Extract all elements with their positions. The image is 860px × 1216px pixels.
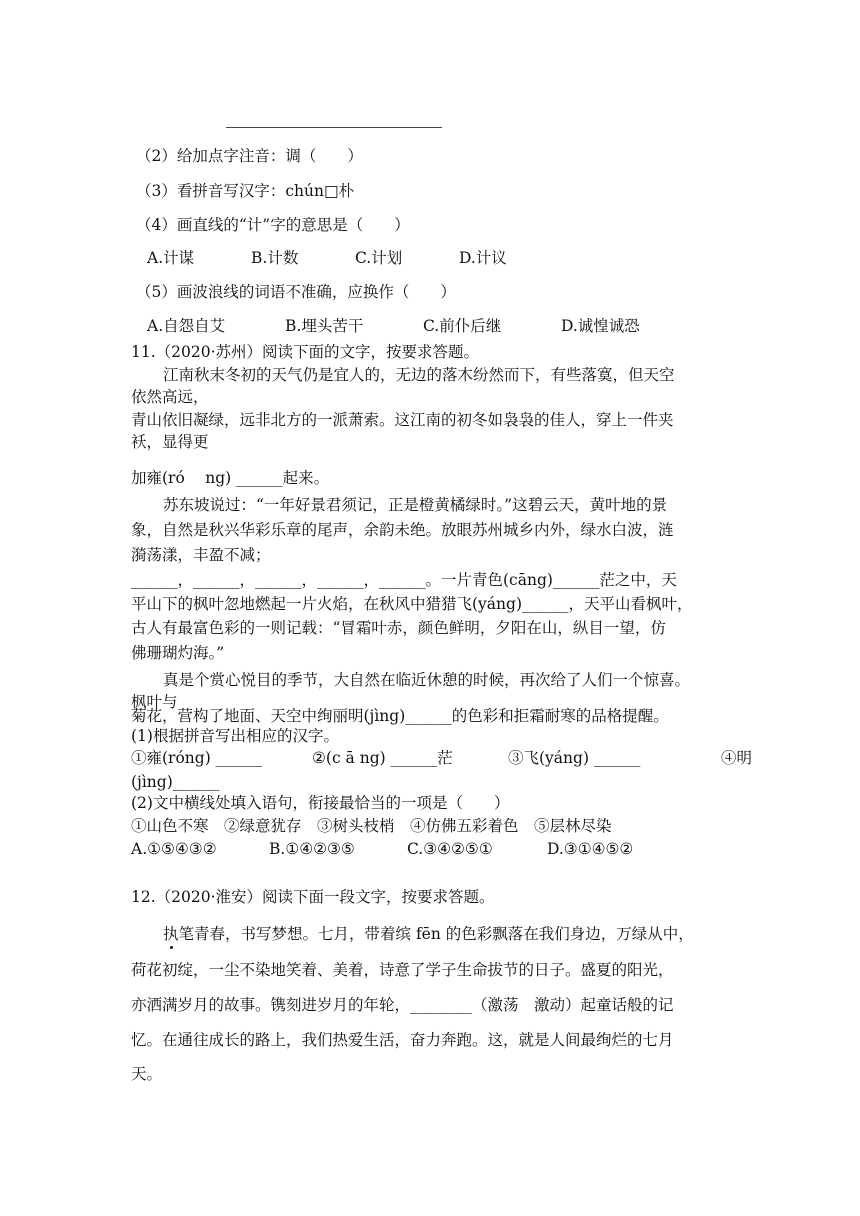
q10-sub5-options [147,316,640,336]
q11-p3-line2: 枫叶与 [131,693,178,711]
q11-sub2-option-c: C.③④②⑤① [407,840,493,858]
q11-sub1-item-1: ①雍(róng) ______ [131,749,263,767]
q11-sub1: (1)根据拼音写出相应的汉字。 [131,727,339,745]
q12-line1 [163,924,694,944]
q11-p2-line4: ______，______，______，______，______。一片青色(cāng)______茫之中，天 [131,571,677,589]
q12-header: 12.（2020·淮安）阅读下面一段文字，按要求答题。 [131,888,495,906]
q11-p2-line7: 佛珊瑚灼海。” [131,644,225,662]
q10-sub5-option-c: C.前仆后继 [423,317,502,335]
q10-sub4-option-a: A.计谋 [147,249,195,267]
q12-line1-text: 笔青春，书写梦想。七月，带着缤 fēn 的色彩飘落在我们身边，万绿从中， [178,925,694,943]
q11-sub2-option-a: A.①⑤④③② [131,840,217,858]
q11-p1-line5: 加雍(ró ng) ______起来。 [131,469,330,487]
q11-sub2-options [131,839,633,859]
q11-header: 11.（2020·苏州）阅读下面的文字，按要求答题。 [131,343,480,361]
q12-line3: 亦洒满岁月的故事。镌刻进岁月的年轮，________（激荡 激动）起童话般的记 [131,996,674,1014]
q11-sub1-items [131,748,752,768]
q11-p2-line1: 苏东坡说过：“一年好景君须记，正是橙黄橘绿时。”这碧云天，黄叶地的景 [163,496,668,514]
q10-sub4-options [147,248,507,268]
q10-sub5-option-d: D.诚惶诚恐 [561,317,640,335]
q11-sub2-option-b: B.①④②③⑤ [269,840,355,858]
q12-line5: 天。 [131,1065,163,1083]
q10-sub4-option-d: D.计议 [459,249,507,267]
q11-p1-line3: 青山依旧凝绿，远非北方的一派萧索。这江南的初冬如袅袅的佳人，穿上一件夹 [131,411,674,429]
q10-sub3: （3）看拼音写汉字：chún□朴 [136,182,355,200]
q12-dotted-char: 执 [163,925,179,943]
q11-p3-line1: 真是个赏心悦目的季节，大自然在临近休憩的时候，再次给了人们一个惊喜。 [163,671,691,689]
q10-sub5-option-a: A.自怨自艾 [147,317,226,335]
q10-sub5: （5）画波浪线的词语不准确，应换作（ ） [136,283,456,301]
q11-p2-line2: 象，自然是秋兴华彩乐章的尾声，余韵未绝。放眼苏州城乡内外，绿水白波，涟 [131,521,674,539]
q10-sub2: （2）给加点字注音：调（ ） [136,147,363,165]
q11-sub2: (2)文中横线处填入语句，衔接最恰当的一项是（ ） [131,794,510,812]
q11-p2-line3: 漪荡漾，丰盈不减； [131,546,271,564]
q10-sub4-option-b: B.计数 [251,249,299,267]
q11-sub2-phrases: ①山色不寒 ②绿意犹存 ③树头枝梢 ④仿佛五彩着色 ⑤层林尽染 [131,817,612,835]
q11-p1-line4: 袄，显得更 [131,433,209,451]
q11-sub2-option-d: D.③①④⑤② [547,840,634,858]
answer-line [226,127,442,128]
q10-sub4-option-c: C.计划 [355,249,403,267]
q11-sub1-item-4: ④明 [721,749,753,767]
q11-p2-line6: 古人有最富色彩的一则记载：“冒霜叶赤，颜色鲜明，夕阳在山，纵目一望，仿 [131,619,666,637]
q11-sub1-item-2: ②(c ā ng) ______茫 [312,749,453,767]
q12-line4: 忆。在通往成长的路上，我们热爱生活，奋力奔跑。这，就是人间最绚烂的七月 [131,1031,674,1049]
q11-sub1-tail: (jìng)______ [131,773,220,791]
q11-p3-line3: 菊花，营构了地面、天空中绚丽明(jìng)______的色彩和拒霜耐寒的品格提醒。 [131,707,669,725]
q11-p1-line1: 江南秋末冬初的天气仍是宜人的，无边的落木纷然而下，有些落寞，但天空 [163,366,675,384]
q10-sub5-option-b: B.埋头苦干 [285,317,364,335]
q12-line2: 荷花初绽，一尘不染地笑着、美着，诗意了学子生命拔节的日子。盛夏的阳光， [131,961,674,979]
q10-sub4: （4）画直线的“计”字的意思是（ ） [136,216,410,234]
q11-p2-line5: 平山下的枫叶忽地燃起一片火焰，在秋风中猎猎飞(yáng)______，天平山看枫叶， [131,595,693,613]
q11-p1-line2: 依然高远， [131,388,209,406]
q11-sub1-item-3: ③飞(yáng) ______ [508,749,641,767]
